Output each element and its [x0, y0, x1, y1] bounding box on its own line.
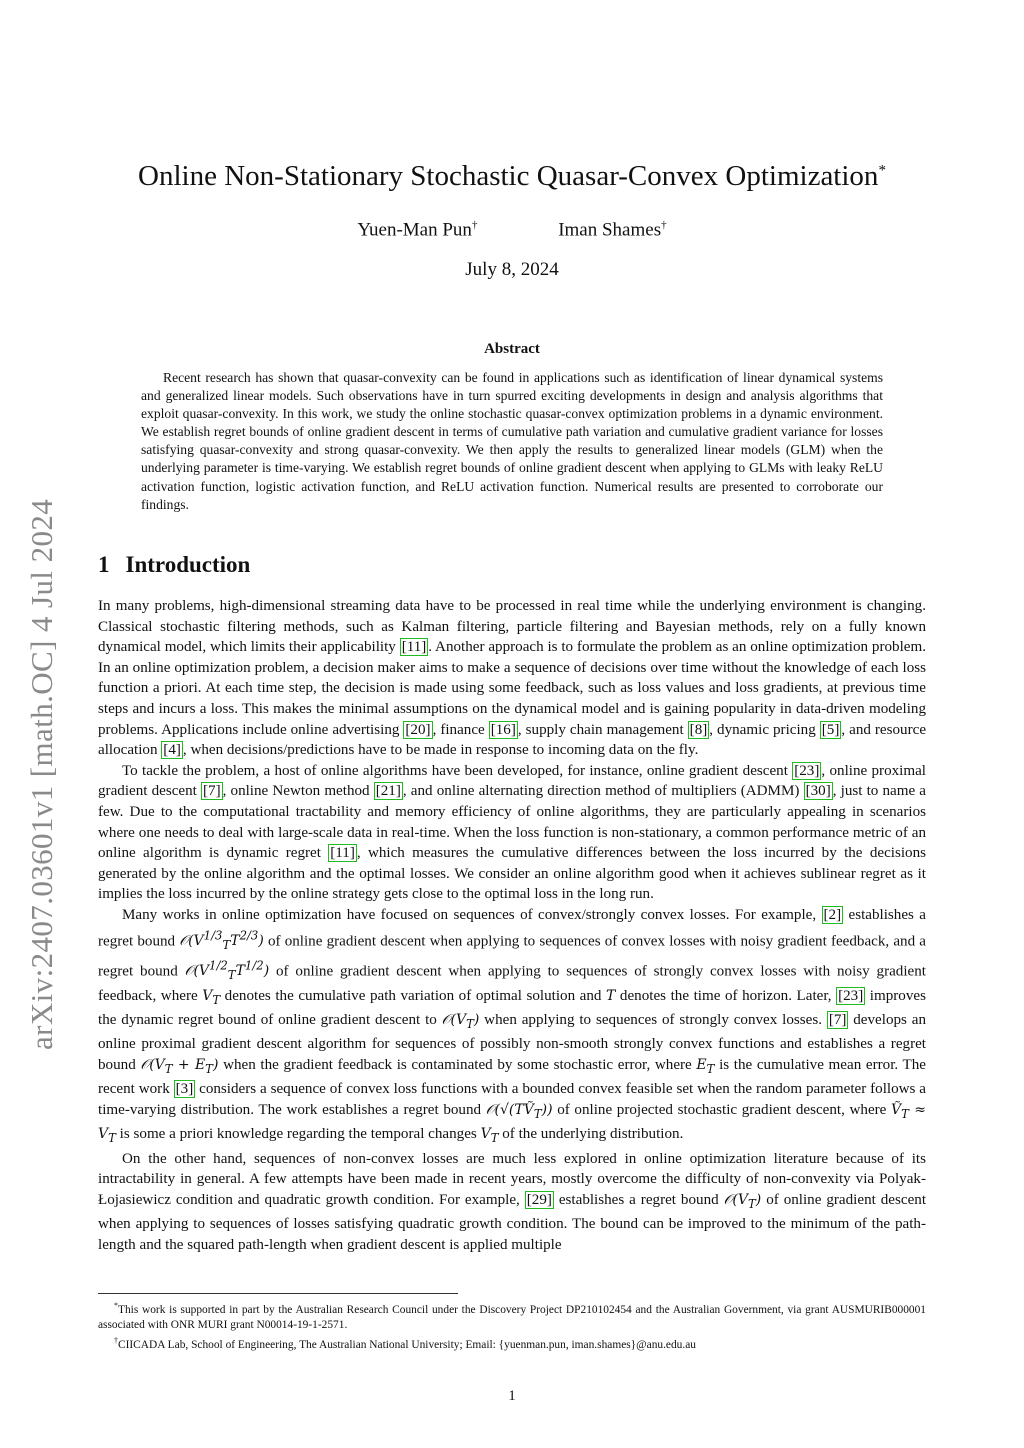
text-run: of the underlying distribution.	[498, 1126, 684, 1143]
text-run: , finance	[432, 721, 489, 738]
author-name: Iman Shames	[558, 219, 662, 241]
text-run: . Another approach is to formulate the problem as an online optimization problem. In an online optimization problem, a decision maker aims to make a sequence of decisions over time without the knowledge of each loss function a priori. At each time step, the decision is made using some feedback, such as loss values and loss gradients, at previous time steps and incurs a loss. This makes the minimal assumptions on the dynamical model and is gaining popularity in data-driven modeling problems. Applications include online advertising	[98, 639, 926, 738]
section-number: 1	[98, 552, 110, 577]
author-1	[357, 219, 477, 241]
math-run: )	[212, 1056, 219, 1073]
math-expression	[480, 1126, 499, 1146]
text-run: , online Newton method	[222, 783, 374, 800]
citation-link[interactable]: [8]	[689, 721, 708, 738]
arxiv-identifier: arXiv:2407.03601v1 [math.OC] 4 Jul 2024	[24, 498, 59, 1050]
author-2	[558, 219, 666, 241]
math-run: 𝒪(V	[723, 1191, 749, 1208]
footnote-text: CIICADA Lab, School of Engineering, The Australian National University; Email: {yuenman.pun, iman.shames}@anu.edu.au	[118, 1339, 696, 1351]
paragraph-4	[98, 1149, 926, 1256]
author-list	[0, 219, 1024, 241]
page-number: 1	[508, 1388, 516, 1404]
math-run: E	[696, 1056, 707, 1073]
math-run: Ṽ	[891, 1101, 902, 1118]
math-run: T	[235, 963, 245, 980]
text-run: , dynamic pricing	[709, 721, 820, 738]
paragraph-3	[98, 905, 926, 1149]
paragraph-2	[98, 761, 926, 905]
math-expression	[696, 1056, 715, 1076]
text-run: To tackle the problem, a host of online algorithms have been developed, for instance, online gradient descent	[122, 762, 793, 779]
citation-link[interactable]: [11]	[401, 639, 427, 656]
text-run: when the gradient feedback is contaminated by some stochastic error, where	[218, 1056, 697, 1073]
citation-link[interactable]: [21]	[375, 783, 401, 800]
footnote-1	[98, 1298, 926, 1333]
citation-link[interactable]: [30]	[805, 783, 831, 800]
math-sub: T	[748, 1196, 756, 1211]
text-run: , just to name a few. Due to the computational tractability and memory efficiency of online algorithms, they are particularly appealing in scenarios where one needs to deal with large-scale data in real-time. When the loss function is non-stationary, a common performance metric of an online algorithm is dynamic regret	[98, 783, 926, 862]
text-run: of online projected stochastic gradient descent, where	[552, 1101, 892, 1118]
math-run: ))	[541, 1101, 553, 1118]
math-run: )	[258, 933, 264, 950]
text-run: develops an online proximal gradient descent algorithm for sequences of possibly non-smooth strongly convex functions and establishes a regret bound	[98, 1011, 927, 1073]
math-run: 𝒪(V	[184, 963, 210, 980]
math-sup: 2/3	[239, 928, 259, 943]
math-run: )	[263, 963, 270, 980]
math-expression: T	[606, 987, 616, 1004]
text-run: , and resource allocation	[98, 721, 927, 759]
math-sub: T	[227, 968, 236, 982]
math-sub: T	[212, 992, 221, 1007]
author-affiliation-mark: †	[661, 219, 667, 231]
math-sub: T	[222, 937, 231, 952]
text-run: , and online alternating direction method of multipliers (ADMM)	[402, 783, 804, 800]
text-run: of online gradient descent when applying to sequences of convex losses with noisy gradient feedback, and a regret bound	[98, 933, 926, 980]
text-run: considers a sequence of convex loss functions with a bounded convex feasible set when the random parameter follows a time-varying distribution. The work establishes a regret bound	[98, 1081, 927, 1118]
math-expression	[140, 1056, 219, 1076]
introduction-body	[98, 596, 926, 1256]
math-sup: 1/2	[244, 958, 264, 973]
math-run: )	[755, 1191, 762, 1208]
citation-link[interactable]: [23]	[794, 762, 820, 779]
math-expression	[485, 1101, 553, 1121]
math-expression	[202, 987, 221, 1007]
text-run: , which measures the cumulative differences between the loss incurred by the decisions generated by the online algorithm and the optimal losses. We consider an online algorithm good when it achieves sublinear regret as it implies the loss incurred by the online strategy gets close to the optimal loss in the long run.	[98, 845, 927, 903]
section-title: Introduction	[125, 552, 251, 577]
math-sub: T	[164, 1061, 173, 1076]
math-run: 𝒪(V	[140, 1056, 165, 1073]
math-sup: 1/2	[209, 958, 228, 973]
citation-link[interactable]: [29]	[526, 1191, 552, 1208]
footnote-divider	[98, 1293, 458, 1294]
title-footnote-mark: *	[878, 162, 886, 179]
math-run: + E	[172, 1056, 206, 1073]
citation-link[interactable]: [7]	[828, 1011, 847, 1028]
citation-link[interactable]: [5]	[821, 721, 840, 738]
math-expression	[184, 958, 270, 982]
citation-link[interactable]: [11]	[330, 845, 355, 862]
paragraph-1	[98, 596, 926, 761]
footnote-2	[98, 1333, 926, 1353]
text-run: , when decisions/predictions have to be made in response to incoming data on the fly.	[182, 742, 699, 759]
section-heading	[98, 552, 250, 578]
citation-link[interactable]: [2]	[823, 906, 842, 923]
math-run: T	[230, 933, 240, 950]
text-run: denotes the time of horizon. Later,	[615, 987, 837, 1004]
footnote-text: This work is supported in part by the Australian Research Council under the Discovery Project DP210102454 and the Australian Government, via grant AUSMURIB000001 associated with ONR MURI grant N00014-19-1-2571.	[98, 1303, 926, 1331]
footnote-mark: †	[114, 1336, 118, 1346]
math-run: )	[473, 1011, 480, 1028]
citation-link[interactable]: [20]	[405, 721, 431, 738]
math-run: V	[480, 1126, 491, 1143]
math-sub: T	[205, 1061, 213, 1076]
text-run: , online proximal gradient descent	[98, 762, 926, 800]
abstract-heading: Abstract	[484, 341, 540, 357]
text-run: denotes the cumulative path variation of optimal solution and	[220, 987, 607, 1004]
math-expression	[179, 928, 264, 952]
citation-link[interactable]: [7]	[203, 783, 221, 800]
math-sup: 1/3	[203, 928, 223, 943]
math-run: ≈ V	[98, 1101, 926, 1143]
abstract-text: Recent research has shown that quasar-convexity can be found in applications such as identification of linear dynamical systems and generalized linear models. Such observations have in turn spurred exciting developments in design and analysis algorithms that exploit quasar-convexity. In this work, we study the online stochastic quasar-convex optimization problems in a dynamic environment. We establish regret bounds of online gradient descent in terms of cumulative path variation and cumulative gradient variance for losses satisfying quasar-convexity and strong quasar-convexity. We then apply the results to generalized linear models (GLM) when the underlying parameter is time-varying. We establish regret bounds of online gradient descent when applying to GLMs with leaky ReLU activation function, logistic activation function, and ReLU activation function. Numerical results are presented to corroborate our findings.	[141, 370, 883, 512]
math-sub: T	[466, 1016, 474, 1031]
text-run: is the cumulative mean error. The recent work	[98, 1056, 926, 1098]
math-run: 𝒪(V	[441, 1011, 467, 1028]
math-run: 𝒪(V	[179, 933, 204, 950]
math-sub: T	[901, 1106, 909, 1121]
text-run: improves the dynamic regret bound of online gradient descent to	[98, 987, 926, 1028]
text-run: establishes a regret bound	[98, 906, 926, 950]
math-sub: T	[533, 1106, 542, 1121]
text-run: , supply chain management	[517, 721, 688, 738]
citation-link[interactable]: [23]	[838, 987, 864, 1004]
publication-date: July 8, 2024	[465, 259, 559, 280]
text-run: Many works in online optimization have focused on sequences of convex/strongly convex losses. For example,	[122, 906, 822, 923]
text-run: is some a priori knowledge regarding the temporal changes	[115, 1126, 481, 1143]
text-run: On the other hand, sequences of non-convex losses are much less explored in online optimization literature because of its intractability in general. A few attempts have been made in recent years, mostly overcome the difficulty of non-convexity via Polyak-Łojasiewicz condition and quadratic growth condition. For example,	[98, 1150, 926, 1208]
math-run: V	[202, 987, 213, 1004]
text-run: In many problems, high-dimensional streaming data have to be processed in real time while the underlying environment is changing. Classical stochastic filtering methods, such as Kalman filtering, particle filtering and Bayesian methods, rely on a fully known dynamical model, which limits their applicability	[98, 598, 926, 656]
math-sub: T	[706, 1061, 715, 1076]
math-expression	[441, 1011, 480, 1031]
text-run: when applying to sequences of strongly convex losses.	[479, 1011, 827, 1028]
author-name: Yuen-Man Pun	[357, 219, 472, 241]
citation-link[interactable]: [4]	[163, 742, 181, 759]
text-run: of online gradient descent when applying to sequences of strongly convex losses with noisy gradient feedback, where	[98, 963, 926, 1004]
paper-title	[0, 160, 1024, 193]
math-expression	[723, 1191, 762, 1211]
math-sub: T	[490, 1131, 499, 1146]
math-run: 𝒪(√(TṼ	[485, 1101, 534, 1118]
footnotes	[98, 1298, 926, 1353]
title-text: Online Non-Stationary Stochastic Quasar-Convex Optimization	[138, 160, 879, 192]
text-run: establishes a regret bound	[553, 1191, 724, 1208]
text-run: of online gradient descent when applying to sequences of losses satisfying quadratic growth condition. The bound can be improved to the minimum of the path-length and the squared path-length when gradient descent is applied multiple	[98, 1191, 927, 1253]
math-sub: T	[108, 1131, 116, 1146]
citation-link[interactable]: [3]	[175, 1081, 194, 1098]
author-affiliation-mark: †	[471, 219, 478, 231]
footnote-mark: *	[114, 1301, 118, 1310]
citation-link[interactable]: [16]	[490, 721, 516, 738]
